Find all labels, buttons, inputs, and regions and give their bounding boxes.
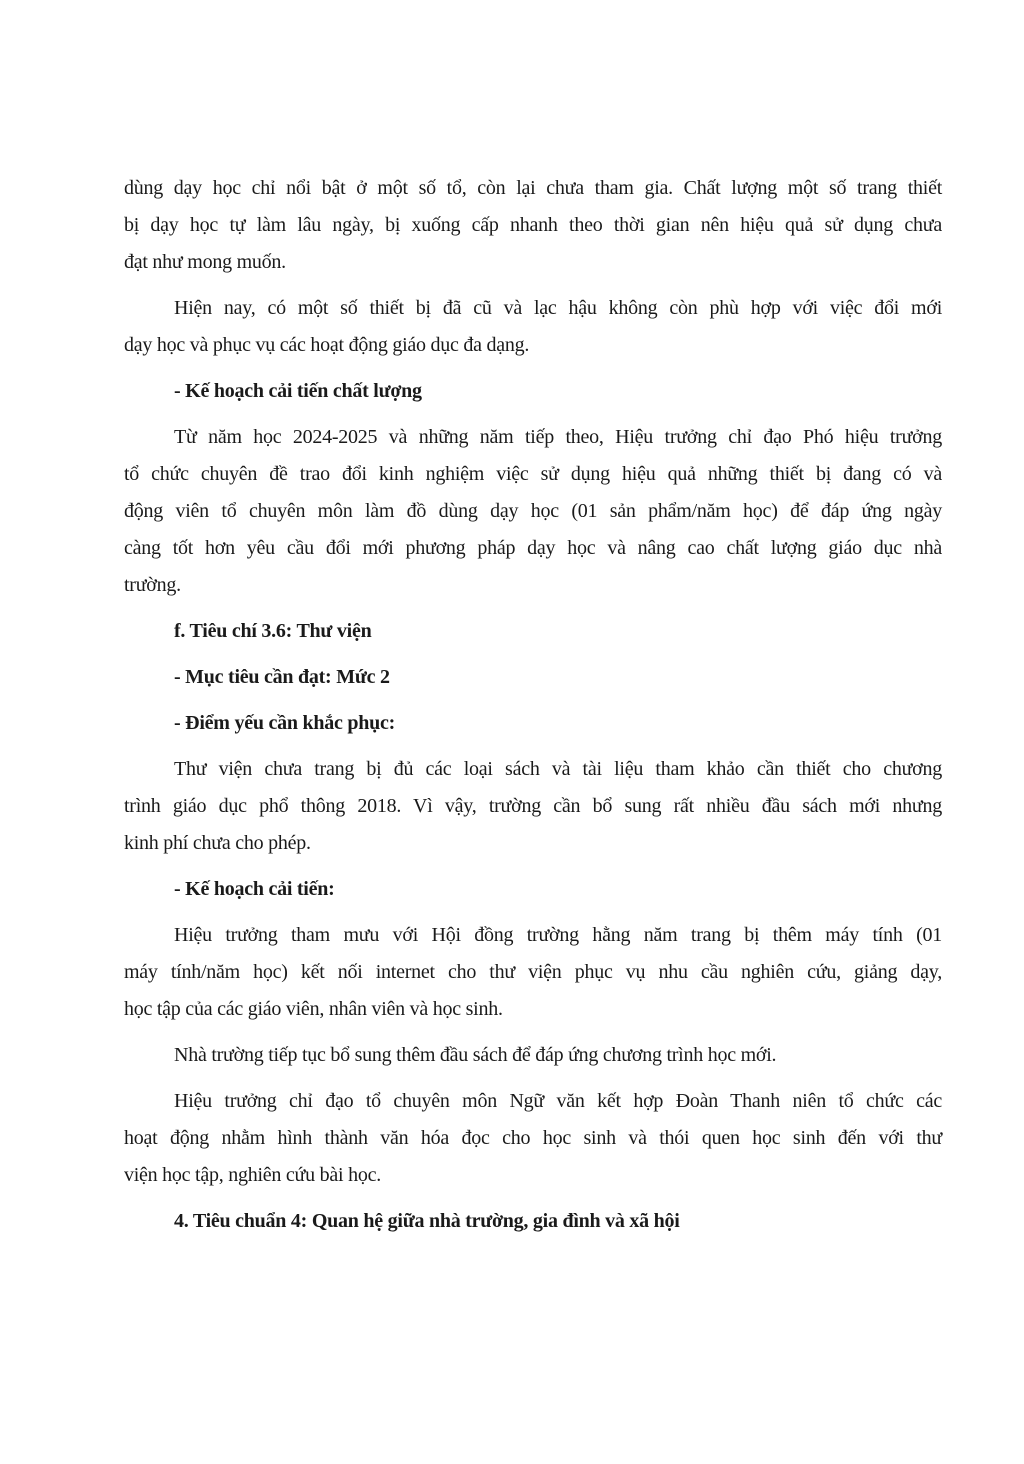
text-line: Hiệu trưởng chỉ đạo tổ chuyên môn Ngữ văn kết hợp Đoàn Thanh niên tổ chức các	[174, 1090, 942, 1112]
paragraph	[124, 419, 942, 604]
text-line: bị dạy học tự làm lâu ngày, bị xuống cấp nhanh theo thời gian nên hiệu quả sử dụng chưa	[124, 214, 942, 236]
text-line: động viên tổ chuyên môn làm đồ dùng dạy học (01 sản phẩm/năm học) để đáp ứng ngày	[124, 500, 942, 522]
section-heading: - Kế hoạch cải tiến chất lượng	[174, 380, 422, 402]
text-line: Hiệu trưởng tham mưu với Hội đồng trường hằng năm trang bị thêm máy tính (01	[174, 924, 942, 946]
section-heading: - Kế hoạch cải tiến:	[174, 878, 335, 900]
section-heading: - Mục tiêu cần đạt: Mức 2	[174, 666, 390, 688]
text-line: tổ chức chuyên đề trao đổi kinh nghiệm việc sử dụng hiệu quả những thiết bị đang có và	[124, 463, 942, 485]
text-line: viện học tập, nghiên cứu bài học.	[124, 1164, 381, 1186]
text-line: đạt như mong muốn.	[124, 251, 286, 273]
paragraph	[124, 170, 942, 281]
text-line: càng tốt hơn yêu cầu đổi mới phương pháp dạy học và nâng cao chất lượng giáo dục nhà	[124, 537, 942, 559]
paragraph	[124, 751, 942, 862]
text-line: trường.	[124, 574, 181, 596]
section-heading: - Điểm yếu cần khắc phục:	[174, 712, 395, 734]
paragraph	[124, 917, 942, 1028]
section-heading: f. Tiêu chí 3.6: Thư viện	[174, 620, 372, 642]
document-page	[124, 170, 942, 1249]
text-line: dùng dạy học chỉ nổi bật ở một số tổ, còn lại chưa tham gia. Chất lượng một số trang thiết	[124, 177, 942, 199]
text-line: Nhà trường tiếp tục bổ sung thêm đầu sách để đáp ứng chương trình học mới.	[174, 1044, 777, 1066]
text-line: trình giáo dục phổ thông 2018. Vì vậy, trường cần bổ sung rất nhiều đầu sách mới nhưng	[124, 795, 942, 817]
paragraph	[124, 1083, 942, 1194]
section-heading: 4. Tiêu chuẩn 4: Quan hệ giữa nhà trường, gia đình và xã hội	[174, 1210, 680, 1232]
paragraph	[124, 1037, 942, 1074]
text-line: kinh phí chưa cho phép.	[124, 832, 311, 854]
text-line: Thư viện chưa trang bị đủ các loại sách và tài liệu tham khảo cần thiết cho chương	[174, 758, 942, 780]
text-line: Hiện nay, có một số thiết bị đã cũ và lạc hậu không còn phù hợp với việc đổi mới	[174, 297, 942, 319]
text-line: hoạt động nhằm hình thành văn hóa đọc cho học sinh và thói quen học sinh đến với thư	[124, 1127, 942, 1149]
text-line: máy tính/năm học) kết nối internet cho thư viện phục vụ nhu cầu nghiên cứu, giảng dạy,	[124, 961, 942, 983]
paragraph	[124, 290, 942, 364]
text-line: học tập của các giáo viên, nhân viên và học sinh.	[124, 998, 503, 1020]
text-line: Từ năm học 2024-2025 và những năm tiếp theo, Hiệu trưởng chỉ đạo Phó hiệu trưởng	[174, 426, 942, 448]
text-line: dạy học và phục vụ các hoạt động giáo dục đa dạng.	[124, 334, 530, 356]
